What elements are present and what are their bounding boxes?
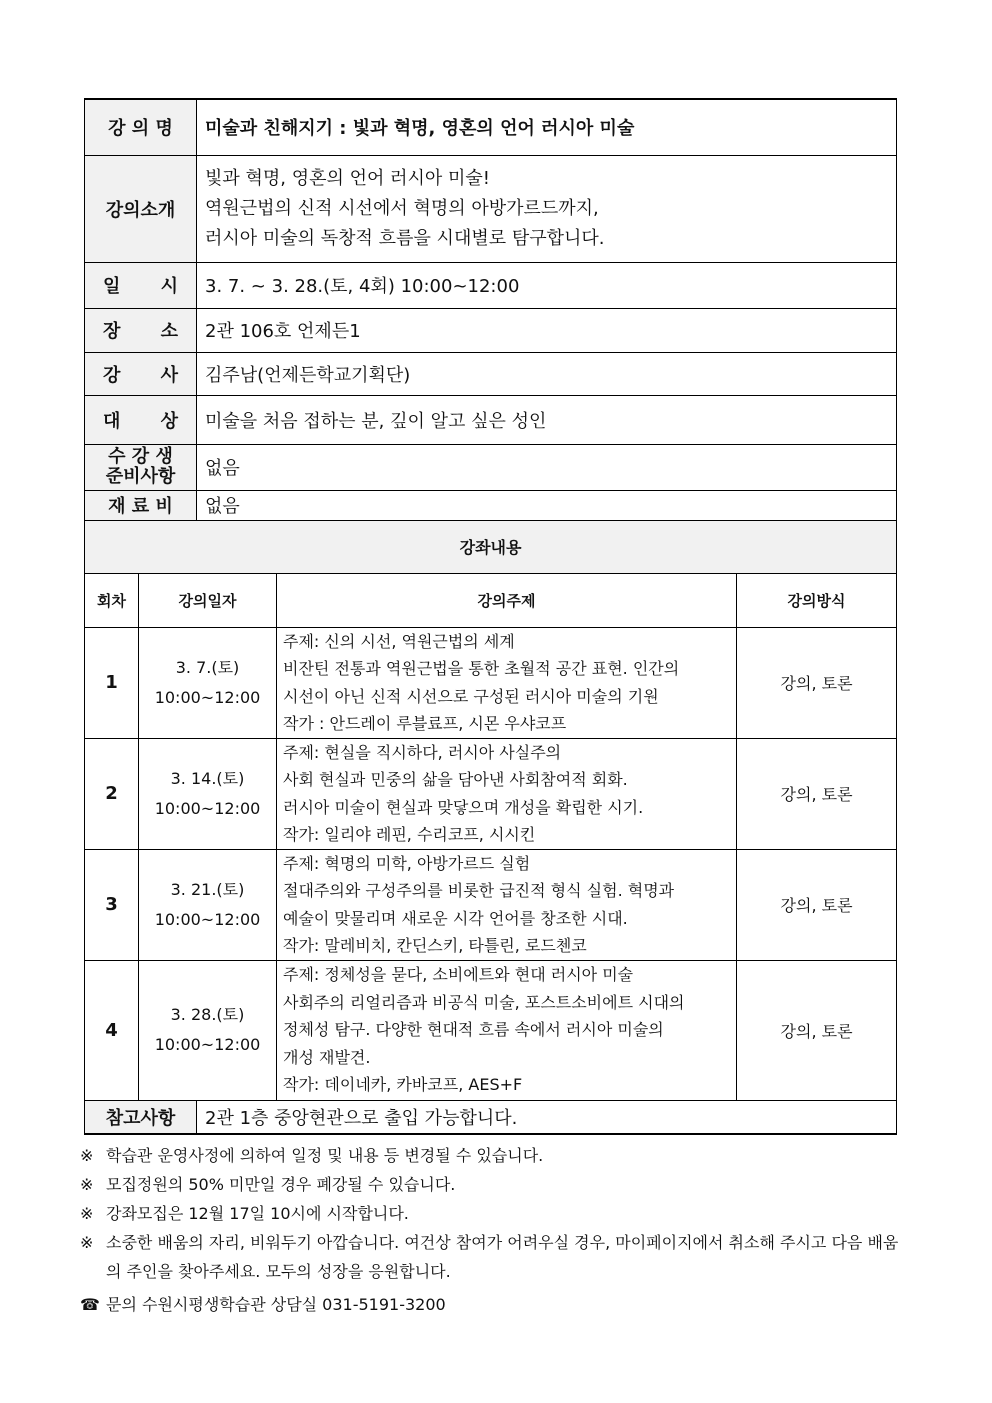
target-row [85, 395, 897, 444]
session-date-day: 3. 28.(토) [170, 1005, 245, 1024]
place-label-char: 장 [103, 321, 121, 342]
target-label-char: 대 [103, 410, 121, 432]
reference-label: 참고사항 [85, 1100, 197, 1134]
session-row [85, 960, 897, 1100]
intro-line: 러시아 미술의 독창적 흐름을 시대별로 탐구합니다. [205, 227, 605, 249]
session-date-time: 10:00~12:00 [154, 1035, 261, 1054]
teacher-value: 김주남(언제든학교기획단) [197, 352, 897, 395]
target-label [85, 395, 197, 444]
course-table [84, 98, 897, 1135]
course-name-value: 미술과 친해지기 : 빛과 혁명, 영혼의 언어 러시아 미술 [197, 99, 897, 155]
topic-line: 작가: 데이네카, 카바코프, AES+F [283, 1075, 523, 1095]
session-round: 3 [85, 849, 139, 960]
reference-mark-icon: ※ [80, 1204, 94, 1223]
course-name-row [85, 99, 897, 155]
topic-line: 개성 재발견. [283, 1047, 371, 1067]
session-date-day: 3. 14.(토) [170, 768, 245, 788]
contents-section-row [85, 520, 897, 573]
reference-mark-icon: ※ [80, 1233, 94, 1252]
topic-line: 러시아 미술이 현실과 맞닿으며 개성을 확립한 시기. [283, 797, 644, 817]
prep-value: 없음 [197, 444, 897, 490]
session-method: 강의, 토론 [737, 627, 897, 738]
note-text: 학습관 운영사정에 의하여 일정 및 내용 등 변경될 수 있습니다. [106, 1146, 544, 1165]
course-intro-label: 강의소개 [85, 155, 197, 262]
prep-row [85, 444, 897, 490]
topic-line: 사회주의 리얼리즘과 비공식 미술, 포스트소비에트 시대의 [283, 992, 685, 1012]
target-label-char: 상 [160, 410, 179, 432]
reference-row [85, 1100, 897, 1134]
notes-section [80, 1141, 920, 1319]
date-label [85, 262, 197, 308]
date-header: 강의일자 [139, 573, 277, 627]
session-method: 강의, 토론 [737, 960, 897, 1100]
round-header: 회차 [85, 573, 139, 627]
date-label-char: 일 [103, 276, 121, 297]
note-item [80, 1199, 920, 1228]
session-method: 강의, 토론 [737, 738, 897, 849]
date-value: 3. 7. ~ 3. 28.(토, 4회) 10:00~12:00 [197, 262, 897, 308]
contents-section-title: 강좌내용 [85, 520, 897, 573]
teacher-label [85, 352, 197, 395]
note-text: 소중한 배움의 자리, 비워두기 아깝습니다. 여건상 참여가 어려우실 경우, 마이페이지에서 취소해 주시고 다음 배움의 주인을 찾아주세요. 모두의 성장을 응원합니다. [106, 1233, 899, 1281]
place-label-char: 소 [160, 321, 179, 342]
note-text: 모집정원의 50% 미만일 경우 폐강될 수 있습니다. [106, 1175, 456, 1194]
session-topic [277, 627, 737, 738]
session-round: 4 [85, 960, 139, 1100]
topic-line: 작가 : 안드레이 루블료프, 시몬 우샤코프 [283, 714, 567, 733]
topic-line: 예술이 맞물리며 새로운 시각 언어를 창조한 시대. [283, 908, 628, 928]
session-round: 1 [85, 627, 139, 738]
prep-label [85, 444, 197, 490]
topic-line: 비잔틴 전통과 역원근법을 통한 초월적 공간 표현. 인간의 [283, 659, 680, 678]
topic-header: 강의주제 [277, 573, 737, 627]
place-value: 2관 106호 언제든1 [197, 308, 897, 352]
contact-text: 문의 수원시평생학습관 상담실 031-5191-3200 [106, 1295, 446, 1314]
contact-line [80, 1290, 920, 1319]
topic-line: 주제: 신의 시선, 역원근법의 세계 [283, 631, 515, 651]
session-date [139, 738, 277, 849]
topic-line: 시선이 아닌 신적 시선으로 구성된 러시아 미술의 기원 [283, 686, 659, 706]
topic-line: 작가: 말레비치, 칸딘스키, 타틀린, 로드첸코 [283, 936, 587, 955]
place-row [85, 308, 897, 352]
session-topic [277, 738, 737, 849]
method-header: 강의방식 [737, 573, 897, 627]
reference-value: 2관 1층 중앙현관으로 출입 가능합니다. [197, 1100, 897, 1134]
intro-line: 빛과 혁명, 영혼의 언어 러시아 미술! [205, 167, 490, 189]
session-topic [277, 849, 737, 960]
fee-value: 없음 [197, 490, 897, 520]
topic-line: 주제: 현실을 직시하다, 러시아 사실주의 [283, 742, 562, 762]
session-date [139, 627, 277, 738]
session-row [85, 849, 897, 960]
note-text: 강좌모집은 12월 17일 10시에 시작합니다. [106, 1204, 409, 1223]
session-topic [277, 960, 737, 1100]
session-date-time: 10:00~12:00 [154, 798, 261, 818]
fee-label: 재 료 비 [85, 490, 197, 520]
course-intro-value [197, 155, 897, 262]
topic-line: 주제: 혁명의 미학, 아방가르드 실험 [283, 853, 531, 873]
fee-row [85, 490, 897, 520]
reference-mark-icon: ※ [80, 1175, 94, 1194]
note-item [80, 1141, 920, 1170]
topic-line: 정체성 탐구. 다양한 현대적 흐름 속에서 러시아 미술의 [283, 1020, 664, 1040]
session-method: 강의, 토론 [737, 849, 897, 960]
reference-mark-icon: ※ [80, 1146, 94, 1165]
session-date-time: 10:00~12:00 [154, 687, 261, 707]
intro-line: 역원근법의 신적 시선에서 혁명의 아방가르드까지, [205, 197, 599, 219]
session-row [85, 627, 897, 738]
course-name-label: 강 의 명 [85, 99, 197, 155]
date-label-char: 시 [160, 276, 179, 297]
note-item [80, 1228, 920, 1286]
session-date-time: 10:00~12:00 [154, 909, 261, 929]
place-label [85, 308, 197, 352]
teacher-label-char: 사 [160, 364, 179, 386]
topic-line: 사회 현실과 민중의 삶을 담아낸 사회참여적 회화. [283, 770, 628, 789]
course-sheet [84, 98, 896, 1135]
session-date [139, 960, 277, 1100]
session-date [139, 849, 277, 960]
topic-line: 작가: 일리야 레핀, 수리코프, 시시킨 [283, 825, 536, 844]
phone-icon: ☎ [80, 1295, 100, 1314]
contents-header-row [85, 573, 897, 627]
topic-line: 절대주의와 구성주의를 비롯한 급진적 형식 실험. 혁명과 [283, 881, 675, 900]
note-item [80, 1170, 920, 1199]
teacher-row [85, 352, 897, 395]
topic-line: 주제: 정체성을 묻다, 소비에트와 현대 러시아 미술 [283, 965, 634, 985]
course-intro-row [85, 155, 897, 262]
session-round: 2 [85, 738, 139, 849]
target-value: 미술을 처음 접하는 분, 깊이 알고 싶은 성인 [197, 395, 897, 444]
session-date-day: 3. 21.(토) [170, 879, 245, 899]
date-row [85, 262, 897, 308]
prep-label-line: 수 강 생 [108, 446, 173, 467]
session-row [85, 738, 897, 849]
prep-label-line: 준비사항 [105, 466, 176, 487]
teacher-label-char: 강 [103, 364, 121, 386]
session-date-day: 3. 7.(토) [175, 657, 240, 677]
